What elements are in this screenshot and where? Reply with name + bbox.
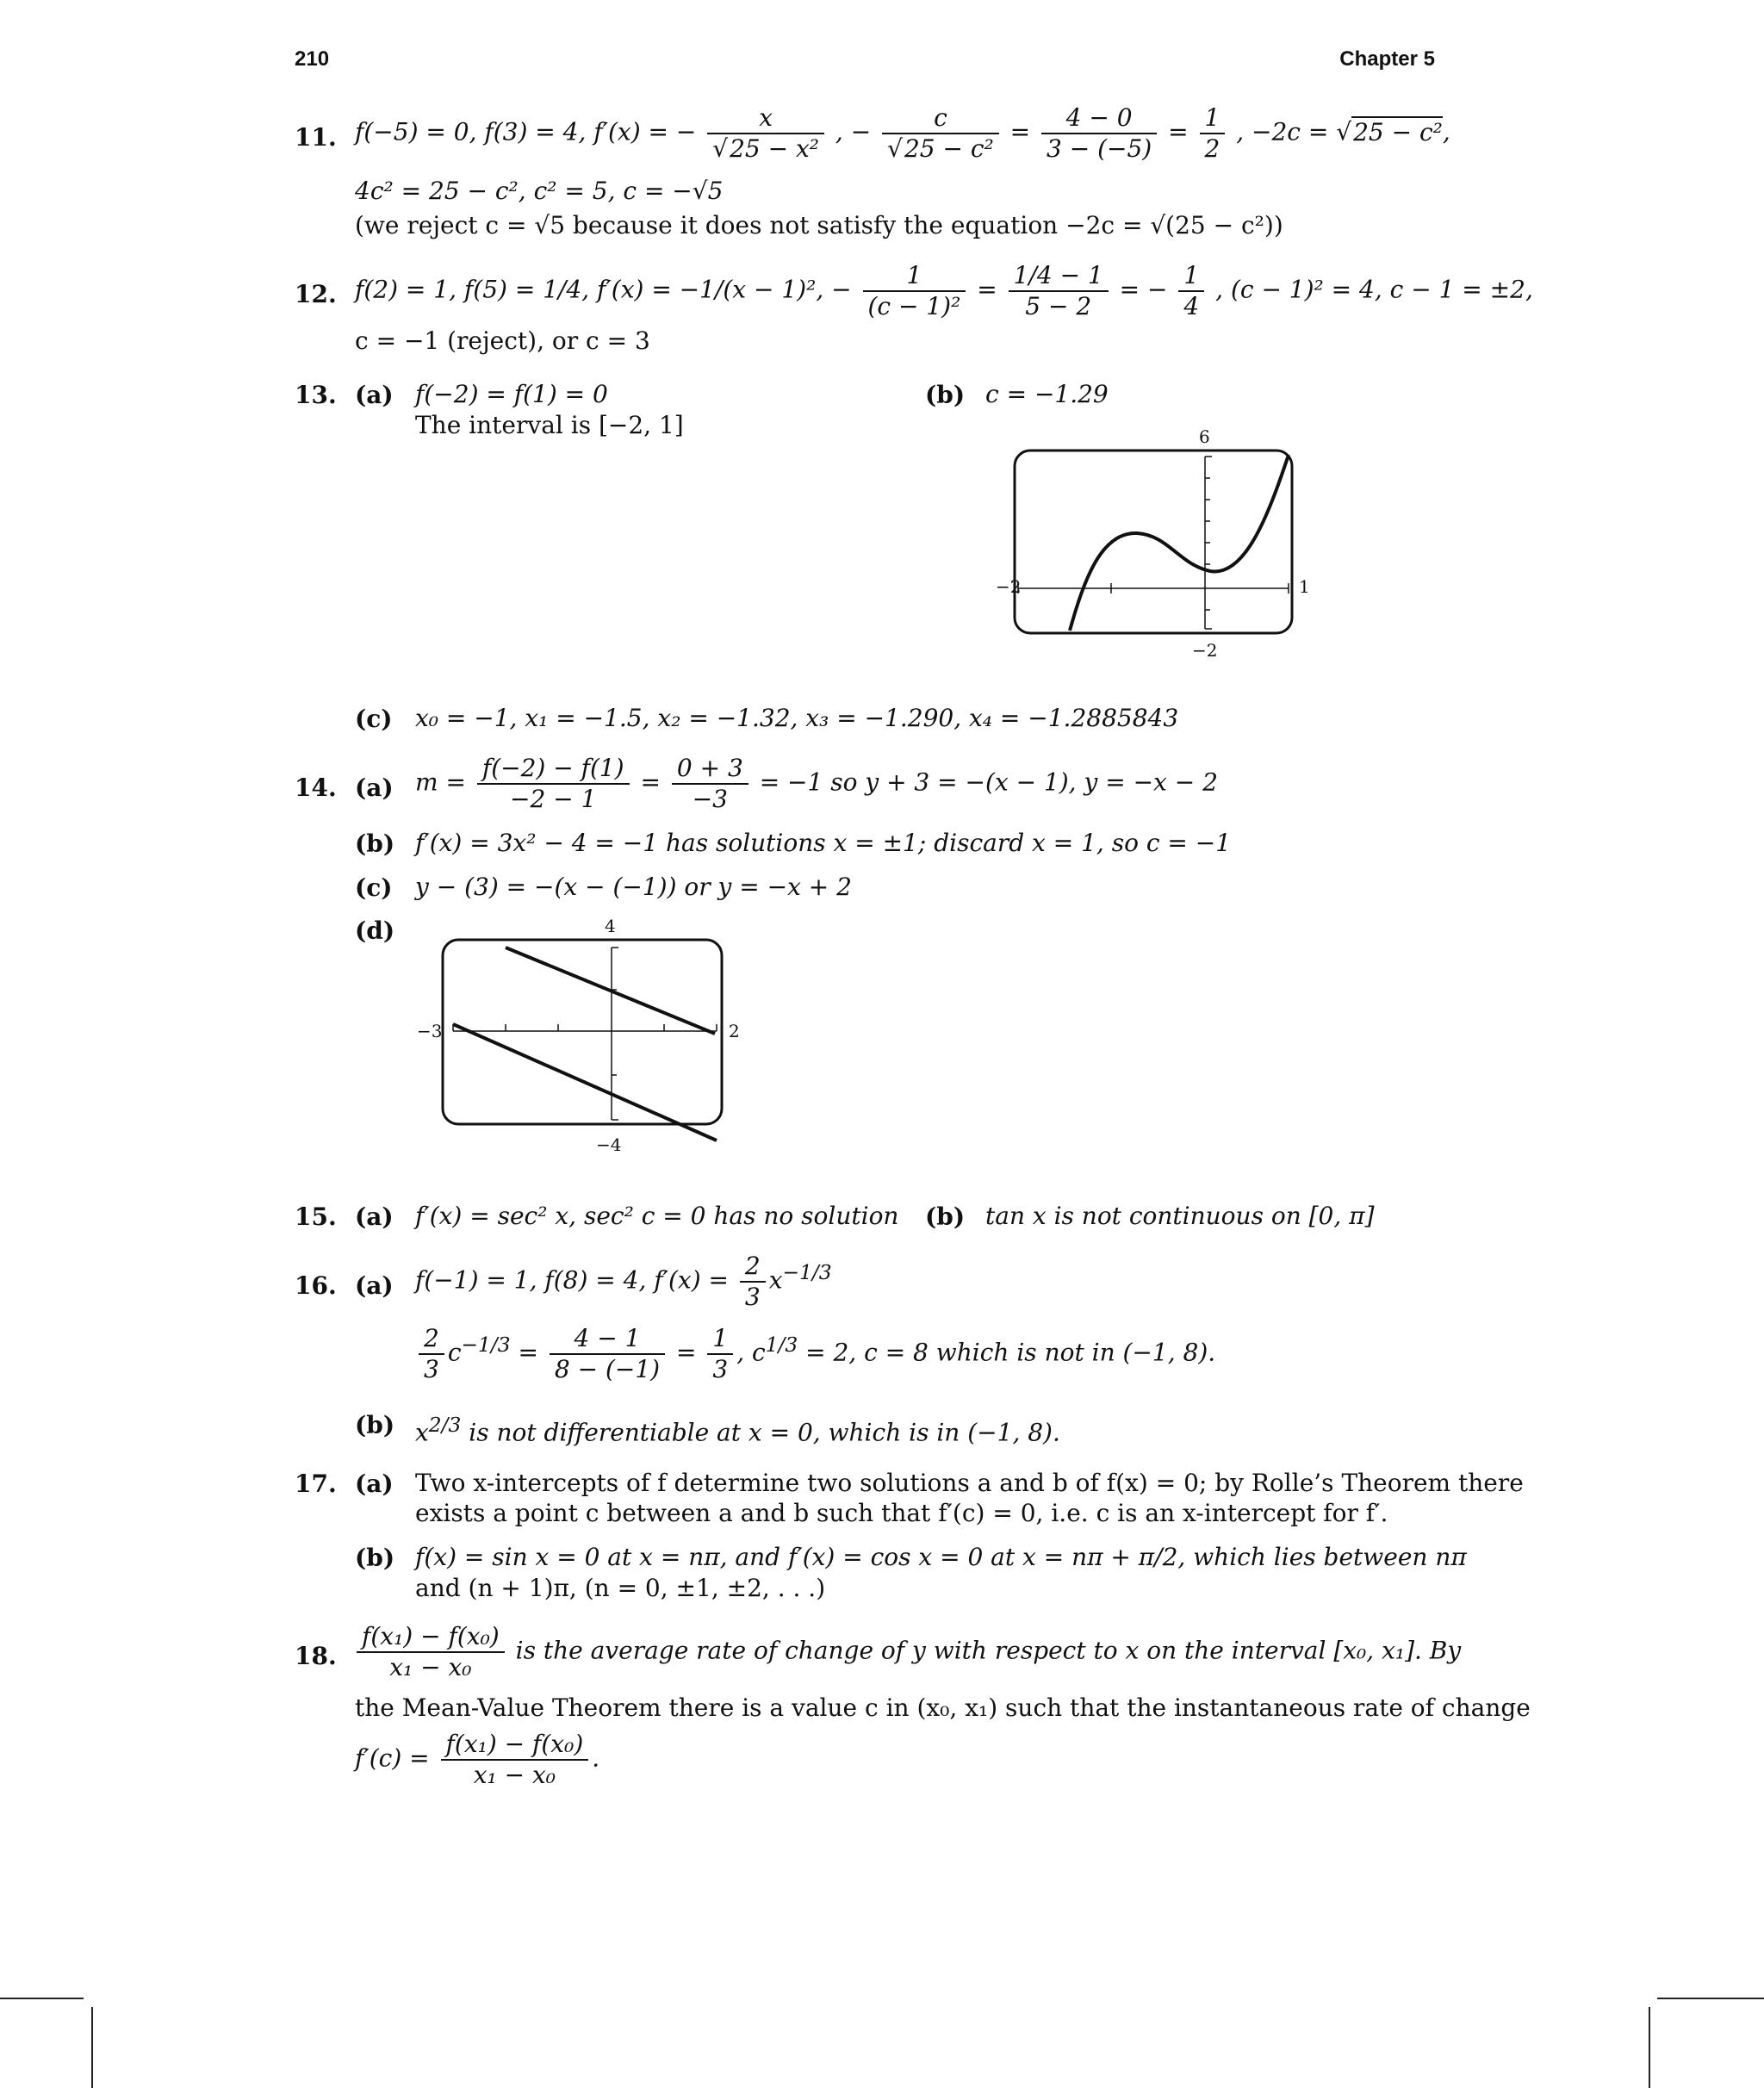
p13-a-line1: f(−2) = f(1) = 0 [415,380,608,408]
equals: = [1009,117,1031,146]
p12-text-c: = − [1119,275,1168,304]
p16-b-post: is not differentiable at x = 0, which is in (−1, 8). [469,1418,1060,1447]
fraction: $\frac{x}{\text{√25 − x²}}$ [707,103,824,164]
equals: = [518,1338,538,1367]
variable: c [447,1338,462,1367]
problem-number: 17. [295,1470,337,1498]
problem-number: 16. [295,1271,337,1300]
p14-a-pre: m = [415,767,466,797]
exponent: −1/3 [782,1260,832,1285]
fraction: $\frac{c}{\text{√25 − c²}}$ [882,103,999,164]
p11-text-b: , − [835,117,872,146]
p13-c-text: x₀ = −1, x₁ = −1.5, x₂ = −1.32, x₃ = −1.290, x₄ = −1.2885843 [415,704,1179,732]
p12-text-a: f(2) = 1, f(5) = 1/4, f′(x) = −1/(x − 1)², − [355,275,852,304]
p14-a-line [415,754,1218,814]
problem-number: 13. [295,381,337,409]
p14-b-text: f′(x) = 3x² − 4 = −1 has solutions x = ±1; discard x = 1, so c = −1 [415,829,1232,857]
part-label: (b) [355,1544,395,1572]
variable: x [415,1418,429,1447]
p16-a1-pre: f(−1) = 1, f(8) = 4, f′(x) = [415,1265,729,1295]
function-curve [1070,455,1289,631]
fraction: $\frac{2}{3}$ [740,1252,766,1312]
problem-number: 12. [295,280,337,308]
problem-number: 18. [295,1642,337,1670]
axis-ticks [1018,457,1289,629]
part-label: (b) [925,1202,966,1231]
part-label: (a) [355,1271,394,1300]
variable: x [768,1265,783,1295]
fraction: $\frac{4 - 0}{3 - (-5)}$ [1041,103,1157,164]
p11-text-a: f(−5) = 0, f(3) = 4, f′(x) = − [355,117,697,146]
part-label: (a) [355,774,394,802]
problem-11-line3: (we reject c = √5 because it does not satisfy the equation −2c = √(25 − c²)) [355,211,1283,239]
part-label: (b) [925,381,966,409]
p18-line2: the Mean-Value Theorem there is a value c in (x₀, x₁) such that the instantaneous rate of change [355,1693,1531,1722]
crop-mark [0,1998,84,1999]
problem-number: 14. [295,774,337,802]
graph-xmin-label: −3 [417,1021,443,1041]
p13-a-line2: The interval is [−2, 1] [415,411,684,439]
p18-line1 [353,1622,1461,1682]
page-number: 210 [295,47,330,71]
graph-frame [1015,451,1292,633]
p15-a-text: f′(x) = sec² x, sec² c = 0 has no solution [415,1202,899,1230]
variable: , c [736,1338,766,1367]
radicand: 25 − c² [1353,117,1443,146]
cubic-graph [973,422,1318,663]
exponent: 2/3 [428,1413,462,1437]
fraction: $\frac{1}{\text{(c − 1)²}}$ [863,261,966,321]
p15-b-text: tan x is not continuous on [0, π] [985,1202,1375,1230]
period: . [592,1743,600,1773]
crop-mark [1657,1998,1764,1999]
equals: = [676,1338,697,1367]
fraction: $\frac{1/4 - 1}{5 - 2}$ [1009,261,1109,321]
fraction: $\frac{f(-2) - f(1)}{-2 - 1}$ [477,754,630,814]
graph-ymin-label: −4 [596,1134,622,1155]
part-label: (d) [355,917,395,945]
problem-11-line1 [355,103,1450,164]
problem-12-line1 [355,261,1533,321]
p16-a2-post: = 2, c = 8 which is not in (−1, 8). [805,1338,1216,1367]
graph-xmax-label: 2 [729,1021,740,1041]
graph-xmin-label: −2 [996,576,1022,597]
p14-a-post: = −1 so y + 3 = −(x − 1), y = −x − 2 [759,767,1218,797]
part-label: (b) [355,830,395,858]
comma: , [1442,117,1450,146]
problem-number: 11. [295,123,337,152]
exponent: −1/3 [461,1333,511,1358]
p18-line3-pre: f′(c) = [355,1743,430,1773]
chapter-title: Chapter 5 [1339,47,1435,71]
graph-frame [443,940,722,1124]
exponent: 1/3 [765,1333,798,1358]
secant-line [506,948,715,1034]
fraction: $\frac{1}{2}$ [1200,103,1226,164]
problem-12-line2: c = −1 (reject), or c = 3 [355,326,650,355]
part-label: (c) [355,873,393,902]
p13-b-text: c = −1.29 [985,380,1109,408]
part-label: (c) [355,705,393,733]
crop-mark [91,2007,93,2088]
p18-line1-post: is the average rate of change of y with respect to x on the interval [x₀, x₁]. By [515,1636,1462,1665]
problem-number: 15. [295,1202,337,1231]
p14-c-text: y − (3) = −(x − (−1)) or y = −x + 2 [415,873,852,901]
p17-a-line2: exists a point c between a and b such that f′(c) = 0, i.e. c is an x-intercept for f′. [415,1499,1388,1527]
graph-ymax-label: 4 [605,916,616,936]
p18-line3 [355,1730,599,1790]
part-label: (a) [355,381,394,409]
equals: = [1168,117,1189,146]
p17-b-line2: and (n + 1)π, (n = 0, ±1, ±2, . . .) [415,1574,826,1602]
equals: = [977,275,997,304]
p17-b-line1: f(x) = sin x = 0 at x = nπ, and f′(x) = cos x = 0 at x = nπ + π/2, which lies between nπ [415,1543,1467,1571]
graph-ymax-label: 6 [1199,426,1210,447]
p16-a-line1 [415,1252,832,1312]
fraction: $\frac{\text{f(x₁) − f(x₀)}}{\text{x₁ − x₀}}$ [357,1622,505,1682]
p12-text-d: , (c − 1)² = 4, c − 1 = ±2, [1215,275,1533,304]
fraction: $\frac{0 + 3}{-3}$ [672,754,748,814]
equals: = [640,767,661,797]
fraction: $\frac{4 - 1}{8 - (-1)}$ [550,1324,665,1384]
fraction: $\frac{1}{4}$ [1178,261,1204,321]
p16-b-text [415,1409,1060,1448]
graph-ymin-label: −2 [1192,640,1218,661]
fraction: $\frac{2}{3}$ [419,1324,444,1384]
part-label: (a) [355,1470,394,1498]
graph-xmax-label: 1 [1299,576,1310,597]
fraction: $\frac{1}{3}$ [707,1324,733,1384]
axis-ticks [453,948,717,1120]
p16-a-line2 [415,1324,1215,1384]
crop-mark [1649,2007,1650,2088]
fraction: $\frac{\text{f(x₁) − f(x₀)}}{\text{x₁ − x₀}}$ [441,1730,589,1790]
problem-11-line2: 4c² = 25 − c², c² = 5, c = −√5 [355,177,724,205]
part-label: (a) [355,1202,394,1231]
p17-a-line1: Two x-intercepts of f determine two solutions a and b of f(x) = 0; by Rolle’s Theorem there [415,1469,1524,1497]
part-label: (b) [355,1411,395,1439]
p11-text-e: , −2c = √ [1236,117,1352,146]
lines-graph [405,913,749,1163]
